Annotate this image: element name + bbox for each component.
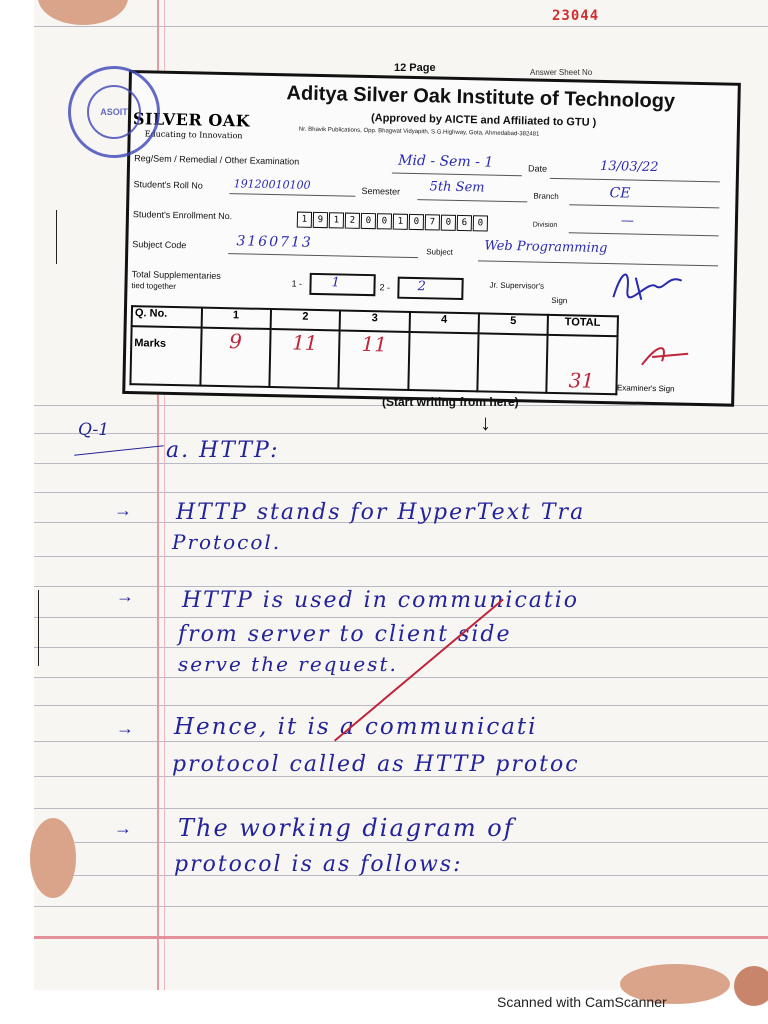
answer-line: protocol is as follows: <box>174 852 463 877</box>
enrollment-digit-box: 0 <box>473 215 488 231</box>
ruled-line <box>34 741 768 742</box>
ruled-line <box>34 433 768 434</box>
examiner-sign-cell <box>616 336 732 396</box>
enrollment-digit-box: 0 <box>377 213 392 229</box>
underline <box>569 204 719 208</box>
enrollment-digit-box: 1 <box>393 214 408 230</box>
ruled-line <box>34 705 768 706</box>
arrow-right-icon: → <box>114 818 132 838</box>
q2-marks <box>269 329 340 388</box>
ruled-line <box>34 586 768 587</box>
institute-name: Aditya Silver Oak Institute of Technology <box>286 82 676 113</box>
left-mark <box>56 210 57 264</box>
supplementaries-label: Total Supplementaries <box>131 269 221 281</box>
answer-heading: a. HTTP: <box>166 438 280 463</box>
examiner-sign-label: Examiner's Sign <box>616 383 675 394</box>
arrow-down-icon: ↓ <box>480 410 491 435</box>
underline <box>229 193 355 197</box>
supervisor-sign-label: Sign <box>551 295 568 306</box>
supp-2-value: 2 <box>417 279 426 295</box>
ruled-line <box>34 677 768 678</box>
arrow-right-icon: → <box>116 718 134 738</box>
start-writing-label: (Start writing from here) <box>382 395 519 409</box>
answer-line: Hence, it is a communicati <box>174 714 538 740</box>
page-count: 12 Page <box>394 62 436 74</box>
enrollment-digit-box: 6 <box>457 215 472 231</box>
subject-code-label: Subject Code <box>132 239 187 251</box>
date-value: 13/03/22 <box>599 158 659 176</box>
finger-bottom-right <box>734 966 768 1006</box>
roll-value: 19120010100 <box>233 177 311 192</box>
qno-header: Q. No. <box>132 306 202 327</box>
supervisor-label: Jr. Supervisor's <box>489 280 545 291</box>
subject-label: Subject <box>426 247 454 257</box>
q5-marks <box>477 333 547 392</box>
ruled-line <box>34 808 768 809</box>
answer-line: HTTP stands for HyperText Tra <box>176 500 586 525</box>
underline <box>392 173 522 177</box>
exam-label: Reg/Sem / Remedial / Other Examination <box>134 153 300 167</box>
answer-line: protocol called as HTTP protoc <box>172 752 580 777</box>
answer-line: The working diagram of <box>178 814 515 842</box>
answer-sheet-label: Answer Sheet No <box>530 68 593 77</box>
question-label: Q-1 <box>78 420 110 440</box>
marks-label: Marks <box>130 326 201 385</box>
q3-marks-value: 11 <box>361 331 388 357</box>
date-label: Date <box>527 163 548 174</box>
examiner-cell <box>617 316 732 338</box>
q1-marks-value: 9 <box>228 329 243 354</box>
total-marks <box>546 335 617 394</box>
ruled-line <box>34 617 768 618</box>
q1-marks <box>200 328 270 387</box>
semester-value: 5th Sem <box>429 179 485 196</box>
supp-1-box <box>309 273 375 296</box>
exam-header-box <box>122 70 741 407</box>
enrollment-digit-box: 1 <box>297 212 312 228</box>
q3-header: 3 <box>340 310 410 331</box>
supp-2-box <box>397 277 463 300</box>
logo-tagline: Educating to Innovation <box>144 129 243 141</box>
branch-value: CE <box>609 185 631 202</box>
serial-number: 23044 <box>552 8 600 24</box>
camscanner-footer: Scanned with CamScanner <box>497 994 667 1010</box>
supp-2-label: 2 - <box>379 282 391 293</box>
supervisor-signature <box>607 259 688 309</box>
answer-sheet-page <box>34 0 768 990</box>
q1-header: 1 <box>201 308 271 329</box>
enrollment-digit-box: 9 <box>313 212 328 228</box>
institute-approval: (Approved by AICTE and Affiliated to GTU ) <box>370 112 597 129</box>
total-marks-value: 31 <box>568 368 595 393</box>
stamp-text: ASOIT <box>87 85 141 139</box>
underline <box>228 253 418 258</box>
answer-line: HTTP is used in communicatio <box>182 588 580 613</box>
q4-marks <box>408 332 478 391</box>
branch-label: Branch <box>533 191 559 202</box>
enrollment-digit-box: 1 <box>329 212 344 228</box>
exam-value: Mid - Sem - 1 <box>397 152 494 171</box>
answer-line: from server to client side <box>178 622 512 647</box>
semester-label: Semester <box>361 185 401 197</box>
roll-label: Student's Roll No <box>133 179 203 191</box>
q3-marks <box>339 330 410 389</box>
underline <box>417 199 527 202</box>
answer-line: serve the request. <box>178 652 398 676</box>
answer-line: Protocol. <box>172 530 282 554</box>
q4-header: 4 <box>409 312 479 333</box>
supp-1-value: 1 <box>331 275 341 291</box>
ruled-line <box>34 647 768 648</box>
q2-marks-value: 11 <box>291 330 318 356</box>
arrow-right-icon: → <box>116 586 134 606</box>
enrollment-number <box>297 209 489 232</box>
ruled-line <box>34 26 768 27</box>
ruled-line <box>34 842 768 843</box>
ruled-line <box>34 556 768 557</box>
examiner-signature <box>637 339 698 370</box>
ruled-line <box>34 492 768 493</box>
enrollment-digit-box: 2 <box>345 213 360 229</box>
enrollment-digit-box: 0 <box>441 215 456 231</box>
arrow-right-icon: → <box>114 500 132 520</box>
institute-stamp <box>68 66 160 158</box>
institute-address: Nr. Bhavik Publications, Opp. Bhagwat Vidyapith, S.G.Highway, Gota, Ahmedabad-382481 <box>298 126 540 138</box>
supp-1-label: 1 - <box>291 278 303 289</box>
subject-code-value: 3160713 <box>236 233 313 251</box>
question-underline <box>74 445 164 455</box>
ruled-line <box>34 906 768 907</box>
underline <box>569 232 719 236</box>
enrollment-digit-box: 0 <box>409 214 424 230</box>
q2-header: 2 <box>270 309 340 330</box>
underline <box>550 178 720 183</box>
ruled-line <box>34 463 768 464</box>
total-header: TOTAL <box>548 315 618 336</box>
enrollment-digit-box: 7 <box>425 214 440 230</box>
left-mark <box>38 590 39 666</box>
enrollment-label: Student's Enrollment No. <box>132 209 233 222</box>
logo: SILVER OAK <box>132 109 251 131</box>
finger-left <box>30 818 76 898</box>
marks-table <box>129 305 733 398</box>
division-value: — <box>620 213 635 229</box>
bottom-margin-line <box>34 936 768 939</box>
division-label: Division <box>532 221 558 230</box>
enrollment-digit-box: 0 <box>361 213 376 229</box>
subject-value: Web Programming <box>484 238 608 257</box>
supplementaries-label-2: tied together <box>131 281 177 292</box>
q5-header: 5 <box>478 313 548 334</box>
